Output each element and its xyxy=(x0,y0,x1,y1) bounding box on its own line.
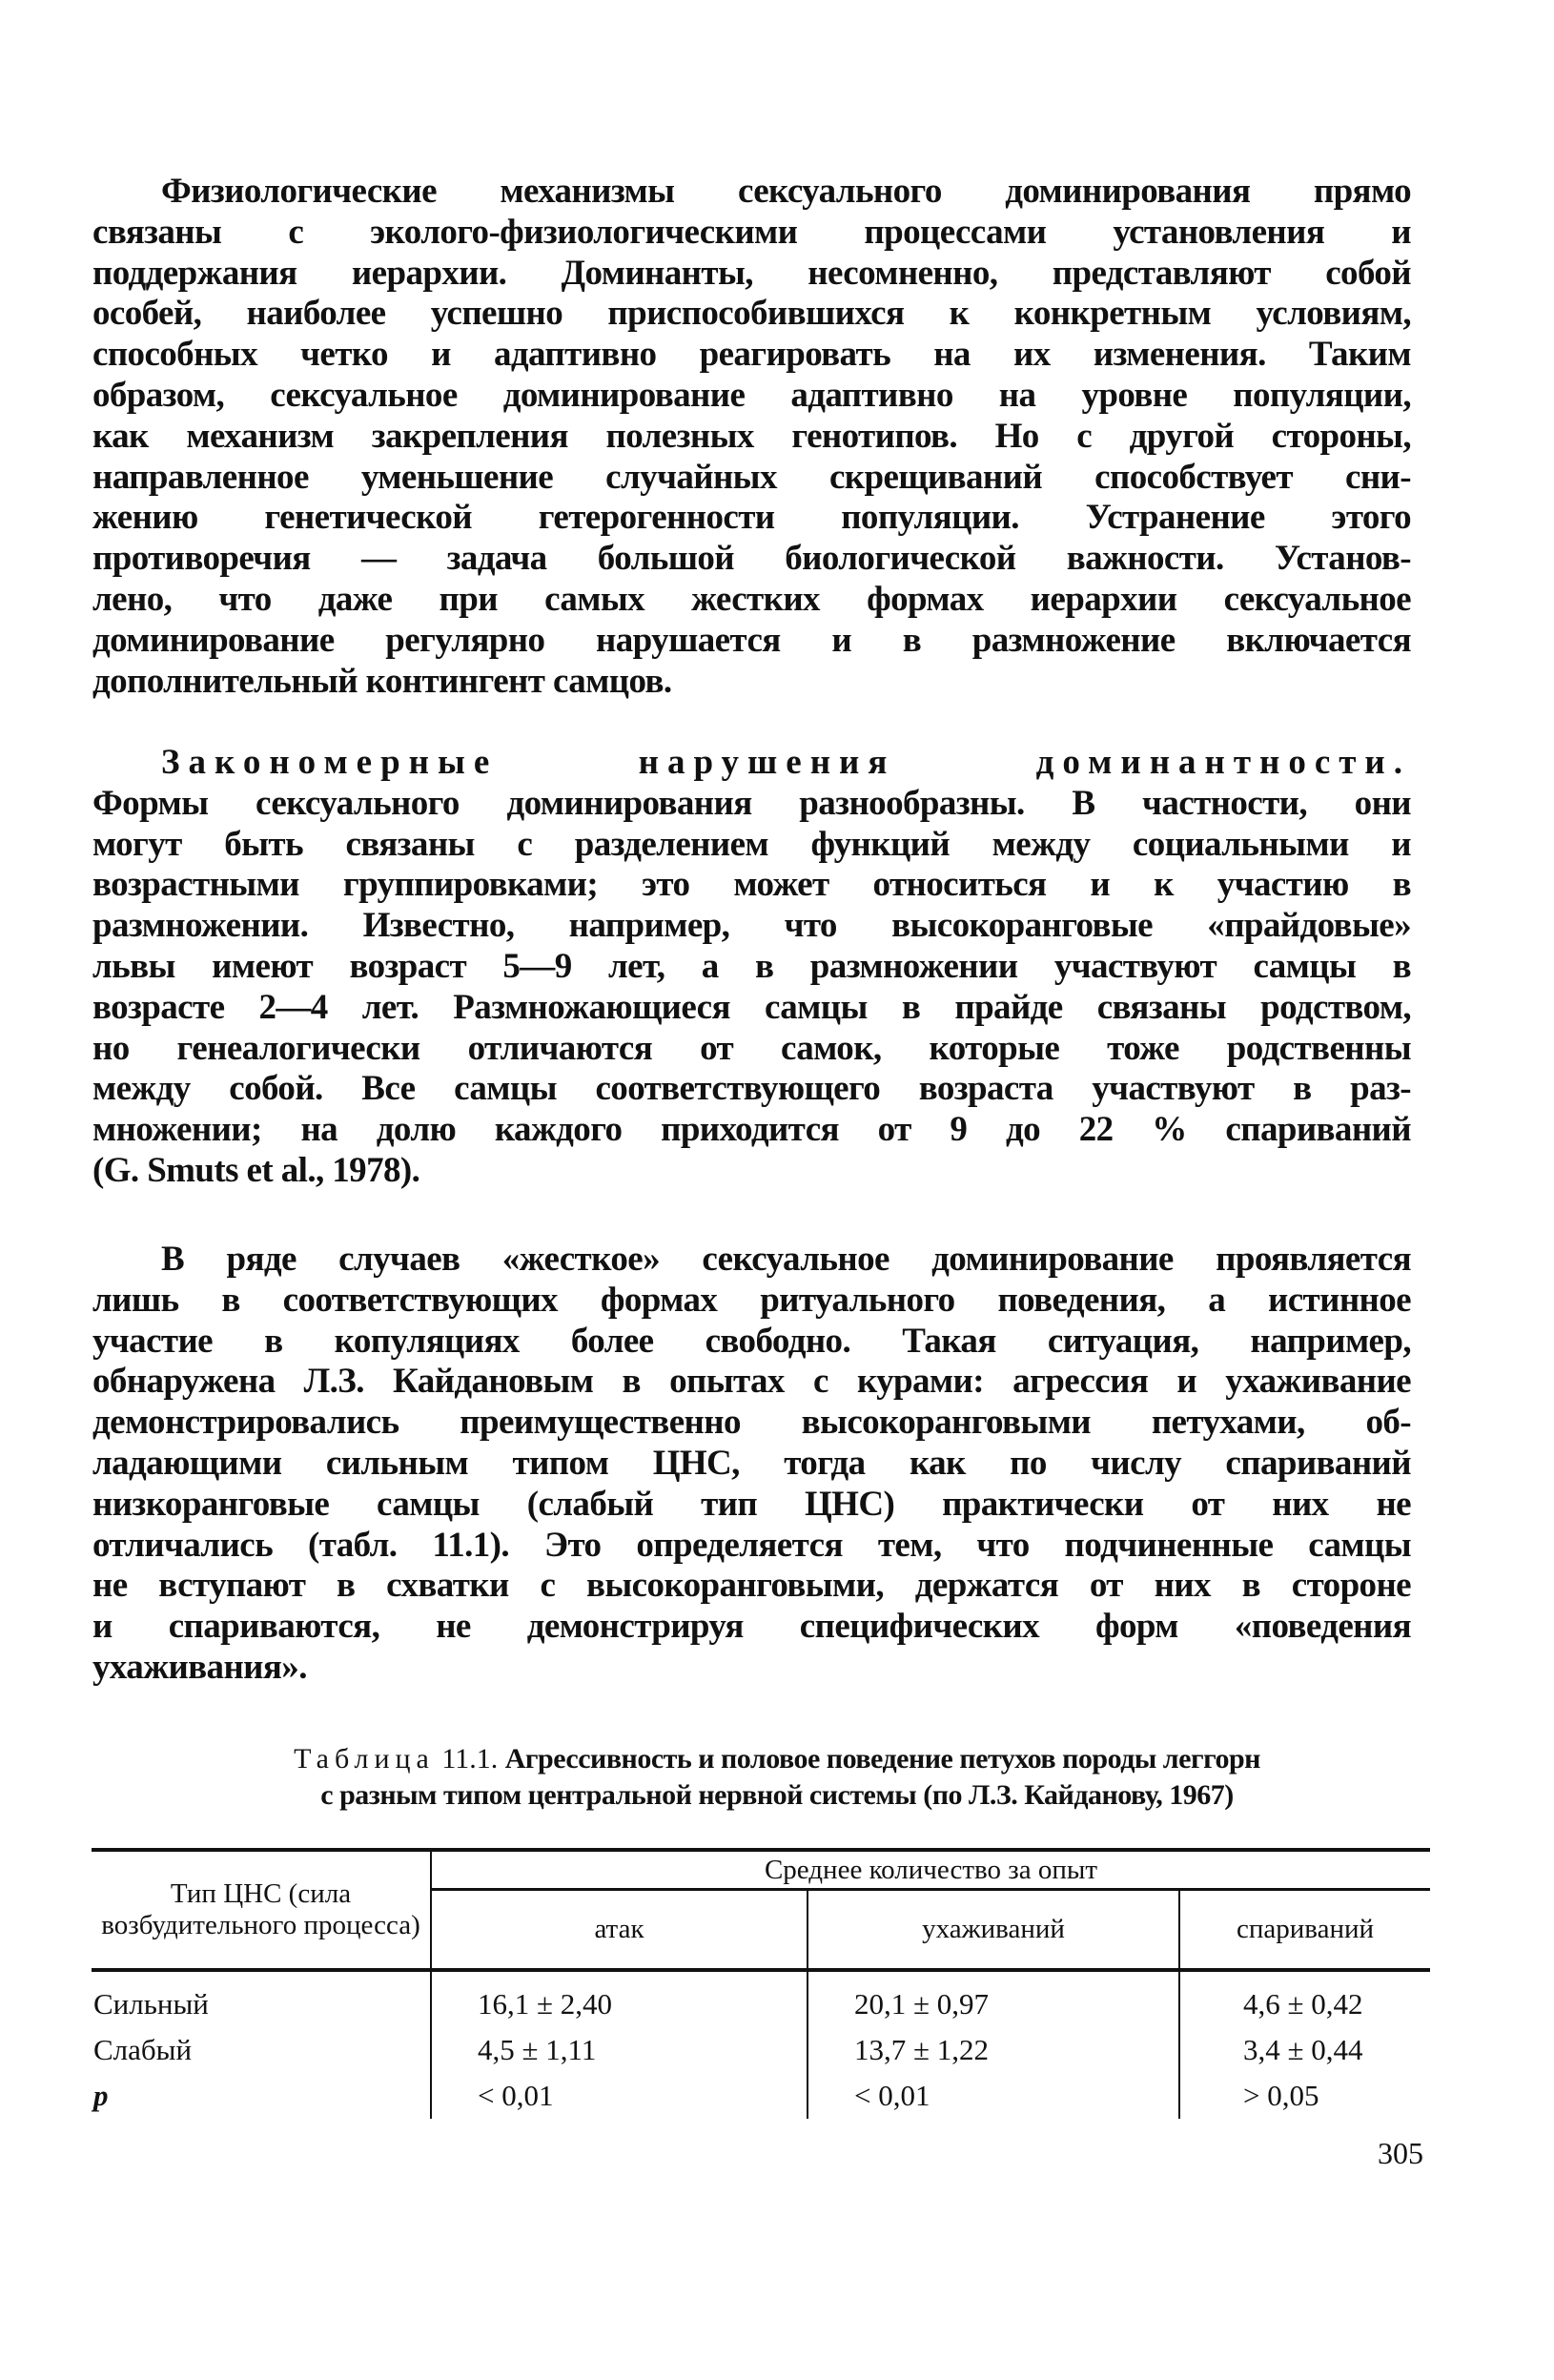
row-header-cell: Тип ЦНС (сила возбудительного процесса) xyxy=(92,1850,431,1970)
row-label: p xyxy=(92,2073,431,2119)
table-cell: 20,1 ± 0,97 xyxy=(808,1970,1179,2027)
text-line: львы имеют возраст 5—9 лет, а в размножении участвуют самцы в xyxy=(92,946,1411,986)
table-caption-title-2: с разным типом центральной нервной системы (по Л.З. Кайданову, 1967) xyxy=(320,1779,1234,1811)
column-header: спариваний xyxy=(1179,1890,1430,1970)
text-line: могут быть связаны с разделением функций между социальными и xyxy=(92,824,1411,864)
text-line: лишь в соответствующих формах ритуального поведения, а истинное xyxy=(92,1280,1411,1320)
text-line: Формы сексуального доминирования разнообразны. В частности, они xyxy=(92,783,1411,823)
text-line: размножении. Известно, например, что высокоранговые «прайдовые» xyxy=(92,906,1411,946)
table-cell: 4,5 ± 1,11 xyxy=(431,2027,808,2073)
text-line: лено, что даже при самых жестких формах иерархии сексуальное xyxy=(92,579,1411,619)
table-cell: 4,6 ± 0,42 xyxy=(1243,1987,1363,2021)
text-line: как механизм закрепления полезных генотипов. Но с другой стороны, xyxy=(92,416,1411,456)
paragraph-1 xyxy=(92,172,1411,702)
table-cell: > 0,05 xyxy=(1243,2079,1319,2112)
table-cell: 16,1 ± 2,40 xyxy=(431,1970,808,2027)
row-label: Сильный xyxy=(92,1970,431,2027)
table-cell: 3,4 ± 0,44 xyxy=(1243,2033,1363,2066)
text-line: низкоранговые самцы (слабый тип ЦНС) практически от них не xyxy=(92,1484,1411,1524)
text-line: но генеалогически отличаются от самок, которые тоже родственны xyxy=(92,1028,1411,1068)
text-line: поддержания иерархии. Доминанты, несомненно, представляют собой xyxy=(92,253,1411,293)
table-cell: < 0,01 xyxy=(431,2073,808,2119)
text-line: (G. Smuts et al., 1978). xyxy=(92,1150,420,1190)
table-row xyxy=(92,1970,1430,2027)
text-line: Физиологические механизмы сексуального доминирования прямо xyxy=(161,172,1411,211)
table-caption-line-1 xyxy=(181,1741,1373,1777)
section-heading: Закономерные нарушения доминантности. xyxy=(161,743,1411,782)
text-line: связаны с эколого-физиологическими процессами установления и xyxy=(92,212,1411,252)
text-line: участие в копуляциях более свободно. Такая ситуация, например, xyxy=(92,1321,1411,1361)
text-line: противоречия — задача большой биологической важности. Установ- xyxy=(92,539,1411,579)
text-line: демонстрировались преимущественно высокоранговыми петухами, об- xyxy=(92,1403,1411,1443)
text-line: способных четко и адаптивно реагировать на их изменения. Таким xyxy=(92,335,1411,375)
text-line: направленное уменьшение случайных скрещиваний способствует сни- xyxy=(92,457,1411,497)
text-line: не вступают в схватки с высокоранговыми, держатся от них в стороне xyxy=(92,1566,1411,1606)
table-caption-number: 11.1. xyxy=(441,1743,499,1775)
text-line: ухаживания». xyxy=(92,1647,307,1687)
group-header-cell: Среднее количество за опыт xyxy=(431,1850,1430,1890)
table-cell: < 0,01 xyxy=(808,2073,1179,2119)
text-line: особей, наиболее успешно приспособившихся к конкретным условиям, xyxy=(92,294,1411,334)
text-line: ладающими сильным типом ЦНС, тогда как по числу спариваний xyxy=(92,1443,1411,1483)
table-row xyxy=(92,2073,1430,2119)
paragraph-2 xyxy=(92,743,1411,1192)
text-line: дополнительный контингент самцов. xyxy=(92,661,672,701)
text-line: множении; на долю каждого приходится от 9 до 22 % спариваний xyxy=(92,1110,1411,1150)
text-line: отличались (табл. 11.1). Это определяется тем, что подчиненные самцы xyxy=(92,1525,1411,1565)
text-line: обнаружена Л.З. Кайдановым в опытах с курами: агрессия и ухаживание xyxy=(92,1362,1411,1402)
text-line: жению генетической гетерогенности популяции. Устранение этого xyxy=(92,498,1411,538)
table-caption-title-1: Агрессивность и половое поведение петухов породы леггорн xyxy=(504,1743,1260,1775)
page-number: 305 xyxy=(1378,2136,1423,2170)
text-line: возрасте 2—4 лет. Размножающиеся самцы в прайде связаны родством, xyxy=(92,987,1411,1027)
paragraph-3 xyxy=(92,1240,1411,1689)
column-header: ухаживаний xyxy=(808,1890,1179,1970)
table-caption-label: Таблица xyxy=(294,1743,435,1775)
table-caption xyxy=(181,1741,1373,1814)
row-label: Слабый xyxy=(92,2027,431,2073)
text-line: и спариваются, не демонстрируя специфических форм «поведения xyxy=(92,1607,1411,1647)
text-line: между собой. Все самцы соответствующего возраста участвуют в раз- xyxy=(92,1069,1411,1109)
text-line: В ряде случаев «жесткое» сексуальное доминирование проявляется xyxy=(161,1240,1411,1279)
text-line: образом, сексуальное доминирование адаптивно на уровне популяции, xyxy=(92,375,1411,415)
text-line: возрастными группировками; это может относиться и к участию в xyxy=(92,865,1411,905)
table-cell: 13,7 ± 1,22 xyxy=(808,2027,1179,2073)
text-line: доминирование регулярно нарушается и в размножение включается xyxy=(92,620,1411,660)
table-row xyxy=(92,2027,1430,2073)
column-header: атак xyxy=(431,1890,808,1970)
data-table xyxy=(92,1848,1430,2119)
